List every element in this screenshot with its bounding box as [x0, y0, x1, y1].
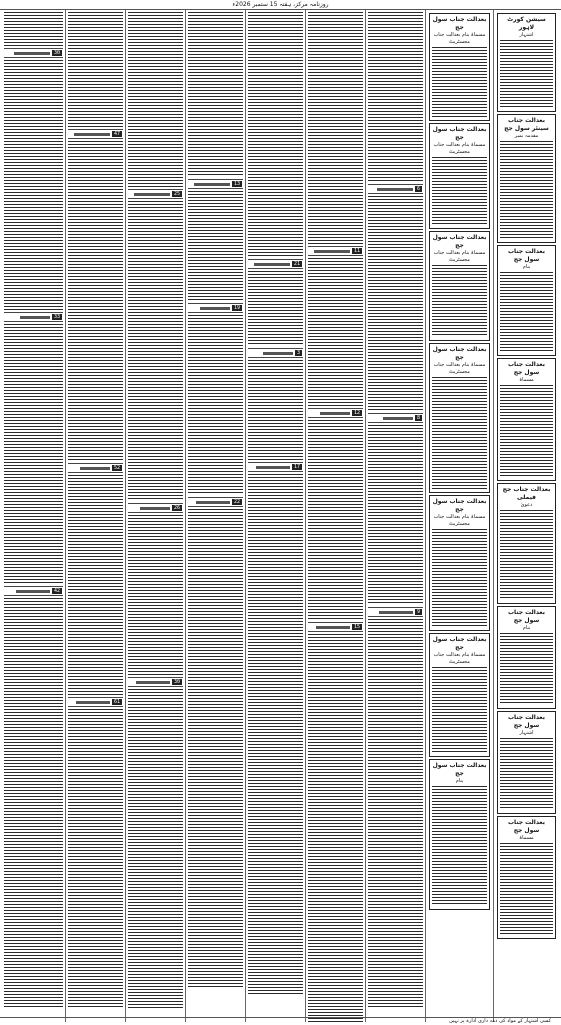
column-notices-left — [425, 10, 493, 1022]
legal-notice — [429, 13, 490, 121]
article-headline: 15 — [308, 622, 363, 632]
notice-subtitle: اشتہار — [519, 730, 534, 736]
legal-notice — [497, 606, 556, 709]
article-headline: 13 — [188, 179, 243, 189]
article-text — [188, 191, 243, 301]
article-text — [188, 509, 243, 989]
notice-body — [500, 272, 553, 352]
notice-body — [432, 265, 487, 337]
notice-title: بعدالت جناب سول جج — [508, 819, 545, 834]
notice-subtitle: مسماۃ — [519, 377, 534, 383]
article-headline: 6 — [368, 184, 423, 194]
article-text — [368, 196, 423, 411]
article-headline: 26 — [128, 503, 183, 513]
article-text — [4, 12, 63, 46]
article-text — [188, 315, 243, 495]
notice-subtitle: مقدمہ نمبر — [514, 133, 539, 139]
column-text — [305, 10, 365, 1022]
legal-notice — [497, 114, 556, 243]
article-headline: 8 — [368, 413, 423, 423]
notice-title: بعدالت جناب سول جج — [432, 762, 487, 777]
column-text — [125, 10, 185, 1022]
newspaper-columns — [2, 10, 559, 1022]
article-text — [248, 12, 303, 257]
article-text — [248, 360, 303, 460]
column-text — [65, 10, 125, 1022]
article-headline: 22 — [188, 497, 243, 507]
article-text — [248, 271, 303, 346]
notice-title: بعدالت جناب سول جج — [432, 498, 487, 513]
article-headline: 11 — [308, 246, 363, 256]
legal-notice — [497, 13, 556, 112]
legal-notice — [497, 358, 556, 481]
notice-title: سیشن کورٹ لاہور — [507, 16, 546, 31]
column-notices-right — [493, 10, 559, 1022]
legal-notice — [497, 816, 556, 939]
article-headline: 33 — [4, 312, 63, 322]
notice-body — [500, 40, 553, 108]
notice-body — [432, 157, 487, 225]
article-headline: 9 — [368, 607, 423, 617]
article-text — [368, 619, 423, 1009]
notice-body — [432, 786, 487, 906]
notice-subtitle: مسماۃ بنام بعدالت جناب مجسٹریٹ — [433, 652, 486, 665]
article-text — [68, 475, 123, 695]
notice-body — [500, 385, 553, 477]
notice-title: بعدالت جناب سول جج — [432, 126, 487, 141]
article-text — [308, 12, 363, 244]
notice-title: بعدالت جناب سول جج — [432, 346, 487, 361]
column-text — [365, 10, 425, 1022]
article-headline: 52 — [68, 463, 123, 473]
notice-subtitle: مسماۃ بنام بعدالت جناب مجسٹریٹ — [433, 514, 486, 527]
article-text — [68, 709, 123, 1009]
notice-body — [432, 47, 487, 117]
article-text — [308, 258, 363, 406]
legal-notice — [429, 123, 490, 229]
notice-body — [500, 843, 553, 935]
article-text — [128, 201, 183, 501]
notice-body — [500, 738, 553, 810]
legal-notice — [497, 711, 556, 814]
article-text — [368, 425, 423, 605]
legal-notice — [429, 231, 490, 341]
article-text — [248, 474, 303, 994]
article-text — [128, 689, 183, 1009]
footer-disclaimer: کسی اشتہار کے مواد کی ذمہ داری ادارہ پر نہیں — [0, 1017, 561, 1024]
article-headline: 17 — [248, 462, 303, 472]
notice-title: بعدالت جناب جج فیملی — [502, 486, 551, 501]
notice-body — [432, 377, 487, 489]
article-text — [188, 12, 243, 177]
notice-subtitle: بنام — [522, 264, 531, 270]
column-text — [185, 10, 245, 1022]
article-headline: 25 — [128, 189, 183, 199]
notice-subtitle: مسماۃ بنام بعدالت جناب مجسٹریٹ — [433, 250, 486, 263]
article-text — [128, 12, 183, 187]
legal-notice — [429, 759, 490, 910]
legal-notice — [497, 245, 556, 356]
notice-subtitle: مسماۃ بنام بعدالت جناب مجسٹریٹ — [433, 362, 486, 375]
legal-notice — [497, 483, 556, 604]
notice-title: بعدالت جناب سینئر سول جج — [504, 117, 549, 132]
notice-title: بعدالت جناب سول جج — [508, 609, 545, 624]
article-headline: 21 — [248, 259, 303, 269]
article-text — [4, 598, 63, 1008]
article-headline: 61 — [68, 697, 123, 707]
notice-body — [500, 141, 553, 239]
article-text — [4, 324, 63, 584]
notice-title: بعدالت جناب سول جج — [432, 16, 487, 31]
notice-subtitle: بنام — [522, 625, 531, 631]
legal-notice — [429, 633, 490, 757]
masthead-date: روزنامہ مرکز، ہفتہ 15 ستمبر 2026ء — [0, 0, 561, 10]
notice-subtitle: مسماۃ بنام بعدالت جناب مجسٹریٹ — [433, 32, 486, 45]
legal-notice — [429, 343, 490, 493]
article-text — [68, 12, 123, 127]
article-headline: 19 — [188, 303, 243, 313]
notice-subtitle: مسماۃ — [519, 835, 534, 841]
notice-title: بعدالت جناب سول جج — [432, 234, 487, 249]
article-headline: 3 — [248, 348, 303, 358]
article-text — [368, 12, 423, 182]
notice-body — [500, 633, 553, 705]
article-headline: 30 — [128, 677, 183, 687]
column-text — [2, 10, 65, 1022]
article-headline: 47 — [68, 129, 123, 139]
notice-subtitle: بنام — [455, 778, 464, 784]
notice-title: بعدالت جناب سول جج — [508, 361, 545, 376]
notice-subtitle: اشتہار — [519, 32, 534, 38]
notice-body — [500, 510, 553, 600]
notice-body — [432, 529, 487, 627]
article-text — [68, 141, 123, 461]
article-headline: 30 — [4, 48, 63, 58]
legal-notice — [429, 495, 490, 631]
notice-title: بعدالت جناب سول جج — [508, 248, 545, 263]
notice-title: بعدالت جناب سول جج — [432, 636, 487, 651]
notice-title: بعدالت جناب سول جج — [508, 714, 545, 729]
notice-body — [432, 667, 487, 753]
article-text — [308, 420, 363, 620]
article-text — [4, 60, 63, 310]
notice-subtitle: مسماۃ بنام بعدالت جناب مجسٹریٹ — [433, 142, 486, 155]
article-headline: 12 — [308, 408, 363, 418]
article-text — [128, 515, 183, 675]
article-text — [308, 634, 363, 1022]
column-text — [245, 10, 305, 1022]
article-headline: 42 — [4, 586, 63, 596]
notice-subtitle: دعویٰ — [520, 502, 533, 508]
